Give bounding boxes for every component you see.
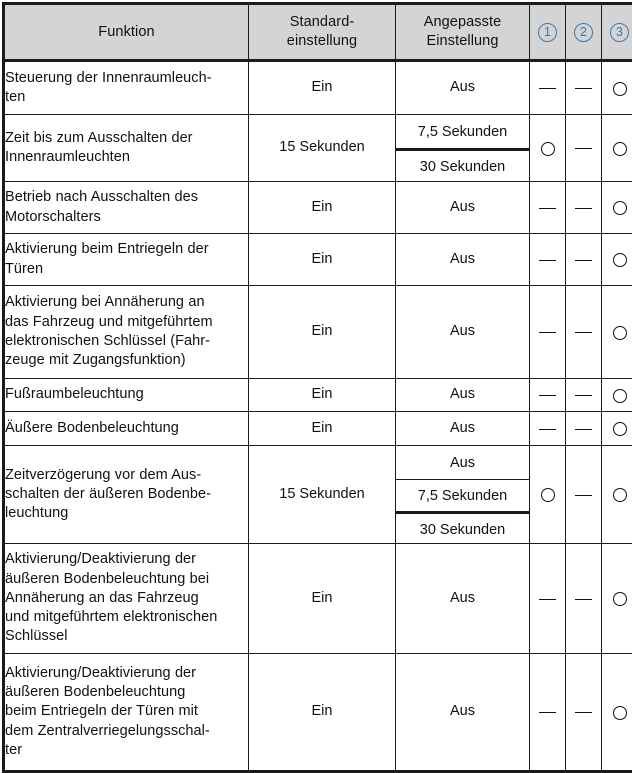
dash-mark-icon [539,712,556,713]
cell-custom-setting: Aus [396,61,530,115]
custom-option: 7,5 Sekunden [396,479,529,511]
cell-custom-setting [396,446,530,544]
cell-marker-1 [530,654,566,772]
cell-standard-setting: Ein [249,234,396,286]
dash-mark-icon [539,429,556,430]
table-row [4,61,632,115]
custom-option: 30 Sekunden [396,511,529,543]
function-text-line: Aktivierung bei Annäherung an [5,293,248,312]
function-text-line: das Fahrzeug und mitgeführtem [5,313,248,332]
dash-mark-icon [539,260,556,261]
header-marker-column-1 [530,4,566,61]
function-text-line: leuchtung [5,504,248,523]
function-text-line: Motorschalters [5,208,248,227]
cell-marker-1 [530,379,566,412]
cell-marker-3 [602,654,632,772]
function-text-line: äußeren Bodenbeleuchtung bei [5,570,248,589]
function-text-line: Aktivierung/Deaktivierung der [5,550,248,569]
custom-option: Aus [396,447,529,479]
cell-function [4,446,249,544]
function-text-line: Türen [5,260,248,279]
table-header [4,4,632,61]
function-text-line: Zeit bis zum Ausschalten der [5,129,248,148]
function-text-line: Schlüssel [5,627,248,646]
cell-marker-3 [602,446,632,544]
header-row [4,4,632,61]
dash-mark-icon [539,88,556,89]
function-text-line: Zeitverzögerung vor dem Aus- [5,466,248,485]
cell-function [4,654,249,772]
function-text-line: äußeren Bodenbeleuchtung [5,683,248,702]
cell-function [4,182,249,234]
table-row [4,234,632,286]
dash-mark-icon [539,332,556,333]
cell-marker-3 [602,286,632,379]
table-row [4,446,632,544]
circle-mark-icon [613,201,627,215]
function-text-line: und mitgeführtem elektronischen [5,608,248,627]
header-function [4,4,249,61]
table-row [4,115,632,182]
circle-mark-icon [613,389,627,403]
table-row [4,286,632,379]
cell-marker-2 [566,379,602,412]
cell-standard-setting: 15 Sekunden [249,446,396,544]
function-text-line: ten [5,88,248,107]
circle-mark-icon [541,142,555,156]
cell-marker-1 [530,61,566,115]
dash-mark-icon [575,208,592,209]
circle-mark-icon [613,422,627,436]
table-body [4,61,632,772]
cell-standard-setting: Ein [249,286,396,379]
cell-function [4,234,249,286]
cell-marker-3 [602,234,632,286]
header-custom-setting [396,4,530,61]
header-function-label: Funktion [98,24,154,40]
cell-marker-1 [530,446,566,544]
cell-custom-setting: Aus [396,654,530,772]
function-text-line: Annäherung an das Fahrzeug [5,589,248,608]
function-text-line: elektronischen Schlüssel (Fahr- [5,332,248,351]
cell-standard-setting: Ein [249,61,396,115]
dash-mark-icon [575,599,592,600]
function-text-line: Aktivierung beim Entriegeln der [5,240,248,259]
cell-function [4,544,249,654]
circle-mark-icon [613,82,627,96]
function-text-line: Betrieb nach Ausschalten des [5,188,248,207]
cell-standard-setting: Ein [249,379,396,412]
function-text-line: Fußraumbeleuchtung [5,385,248,404]
cell-custom-setting [396,115,530,182]
cell-custom-setting: Aus [396,234,530,286]
cell-marker-1 [530,286,566,379]
circle-mark-icon [613,592,627,606]
cell-custom-setting: Aus [396,412,530,446]
circled-number-3-icon: 3 [610,23,629,42]
cell-custom-setting: Aus [396,182,530,234]
cell-custom-setting: Aus [396,544,530,654]
dash-mark-icon [539,395,556,396]
dash-mark-icon [575,332,592,333]
cell-marker-1 [530,182,566,234]
dash-mark-icon [539,208,556,209]
cell-marker-1 [530,412,566,446]
header-marker-column-3 [602,4,632,61]
dash-mark-icon [575,495,592,496]
function-text-line: Innenraumleuchten [5,148,248,167]
dash-mark-icon [575,260,592,261]
circle-mark-icon [613,488,627,502]
table-row [4,182,632,234]
function-text-line: Aktivierung/Deaktivierung der [5,664,248,683]
cell-marker-2 [566,446,602,544]
table-row [4,544,632,654]
cell-standard-setting: Ein [249,544,396,654]
cell-marker-3 [602,412,632,446]
header-standard-line2: einstellung [249,32,395,51]
circled-number-1-icon: 1 [538,23,557,42]
table-row [4,379,632,412]
cell-marker-1 [530,234,566,286]
cell-marker-2 [566,115,602,182]
dash-mark-icon [575,148,592,149]
cell-marker-2 [566,654,602,772]
header-standard-line1: Standard- [249,13,395,32]
dash-mark-icon [539,599,556,600]
cell-custom-setting: Aus [396,379,530,412]
circle-mark-icon [613,706,627,720]
cell-custom-setting: Aus [396,286,530,379]
function-text-line: beim Entriegeln der Türen mit [5,702,248,721]
cell-marker-2 [566,234,602,286]
cell-marker-2 [566,544,602,654]
header-standard-setting [249,4,396,61]
table-row [4,654,632,772]
cell-marker-3 [602,544,632,654]
function-text-line: zeuge mit Zugangsfunktion) [5,351,248,370]
circle-mark-icon [613,253,627,267]
cell-marker-3 [602,379,632,412]
function-text-line: Steuerung der Innenraumleuch- [5,69,248,88]
cell-standard-setting: Ein [249,412,396,446]
function-text-line: ter [5,741,248,760]
cell-marker-3 [602,61,632,115]
cell-function [4,379,249,412]
function-text-line: schalten der äußeren Bodenbe- [5,485,248,504]
cell-function [4,61,249,115]
header-custom-line2: Einstellung [396,32,529,51]
cell-standard-setting: 15 Sekunden [249,115,396,182]
function-text-line: dem Zentralverriegelungsschal- [5,722,248,741]
dash-mark-icon [575,395,592,396]
dash-mark-icon [575,429,592,430]
cell-marker-3 [602,115,632,182]
header-custom-line1: Angepasste [396,13,529,32]
table-row [4,412,632,446]
custom-option: 30 Sekunden [396,148,529,180]
cell-standard-setting: Ein [249,182,396,234]
function-text-line: Äußere Bodenbeleuchtung [5,419,248,438]
cell-marker-2 [566,61,602,115]
cell-standard-setting: Ein [249,654,396,772]
dash-mark-icon [575,88,592,89]
header-marker-column-2 [566,4,602,61]
cell-marker-3 [602,182,632,234]
circle-mark-icon [613,326,627,340]
circled-number-2-icon: 2 [574,23,593,42]
custom-option: 7,5 Sekunden [396,116,529,148]
cell-function [4,286,249,379]
dash-mark-icon [575,712,592,713]
customization-settings-table [2,2,632,773]
cell-marker-2 [566,286,602,379]
cell-marker-1 [530,115,566,182]
circle-mark-icon [541,488,555,502]
cell-marker-2 [566,182,602,234]
cell-marker-1 [530,544,566,654]
cell-function [4,412,249,446]
cell-function [4,115,249,182]
circle-mark-icon [613,142,627,156]
cell-marker-2 [566,412,602,446]
